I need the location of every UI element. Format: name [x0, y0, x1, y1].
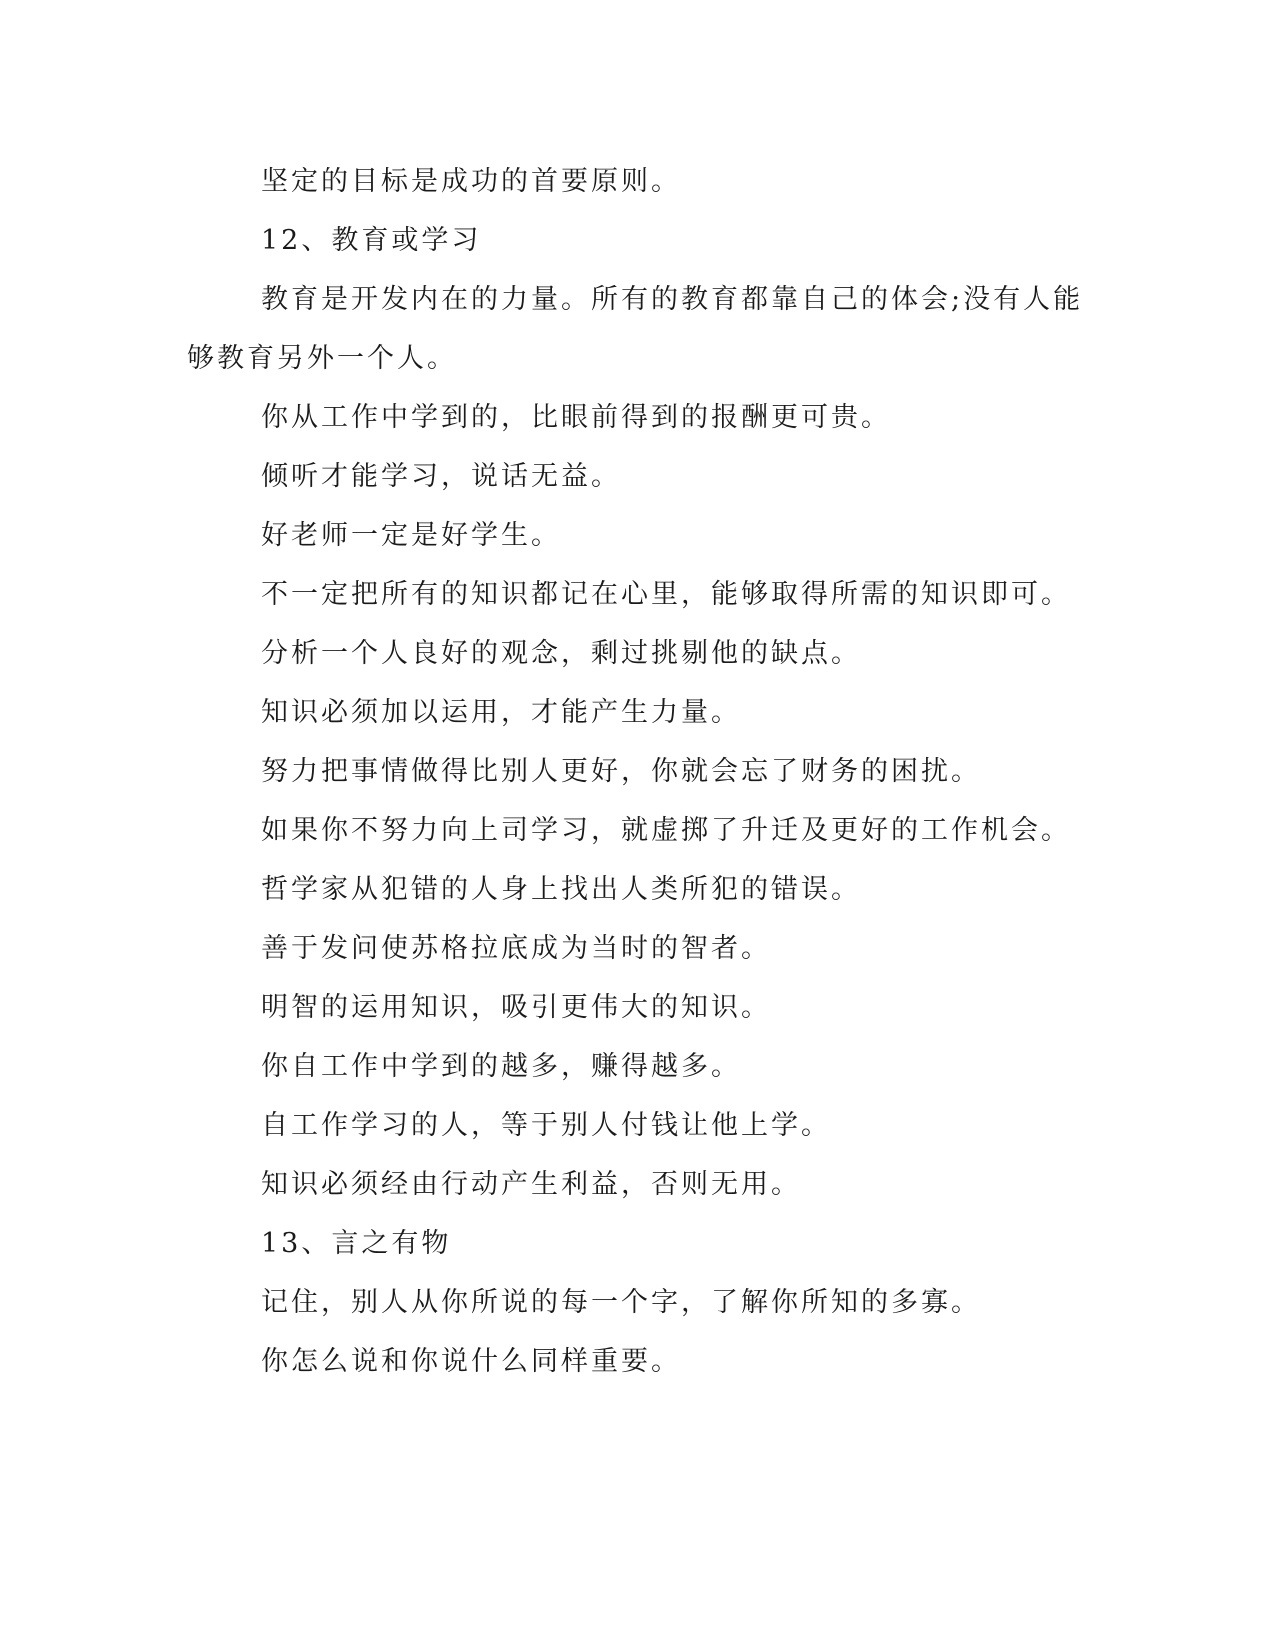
- paragraph-wise-knowledge: 明智的运用知识，吸引更伟大的知识。: [261, 992, 771, 1023]
- paragraph-every-word: 记住，别人从你所说的每一个字，了解你所知的多寡。: [261, 1287, 981, 1318]
- paragraph-learn-earn: 你自工作中学到的越多，赚得越多。: [261, 1051, 741, 1082]
- paragraph-philosopher: 哲学家从犯错的人身上找出人类所犯的错误。: [261, 874, 861, 905]
- paragraph-paid-school: 自工作学习的人，等于别人付钱让他上学。: [261, 1110, 831, 1141]
- paragraph-socrates: 善于发问使苏格拉底成为当时的智者。: [261, 933, 771, 964]
- paragraph-knowledge-access: 不一定把所有的知识都记在心里，能够取得所需的知识即可。: [261, 579, 1071, 610]
- paragraph-good-ideas: 分析一个人良好的观念，剩过挑剔他的缺点。: [261, 638, 861, 669]
- paragraph-learn-from-boss: 如果你不努力向上司学习，就虚掷了升迁及更好的工作机会。: [261, 815, 1071, 846]
- paragraph-do-better: 努力把事情做得比别人更好，你就会忘了财务的困扰。: [261, 756, 981, 787]
- paragraph-goal-principle: 坚定的目标是成功的首要原则。: [261, 166, 681, 197]
- paragraph-education-power: 教育是开发内在的力量。所有的教育都靠自己的体会;没有人能够教育另外一个人。: [187, 284, 1084, 374]
- section-heading-12: 12、教育或学习: [261, 225, 482, 256]
- paragraph-knowledge-action: 知识必须经由行动产生利益，否则无用。: [261, 1169, 801, 1200]
- paragraph-knowledge-use: 知识必须加以运用，才能产生力量。: [261, 697, 741, 728]
- paragraph-listening: 倾听才能学习，说话无益。: [261, 461, 621, 492]
- paragraph-how-you-say: 你怎么说和你说什么同样重要。: [261, 1346, 681, 1377]
- paragraph-good-teacher: 好老师一定是好学生。: [261, 520, 561, 551]
- paragraph-work-learning: 你从工作中学到的，比眼前得到的报酬更可贵。: [261, 402, 891, 433]
- section-heading-13: 13、言之有物: [261, 1228, 452, 1259]
